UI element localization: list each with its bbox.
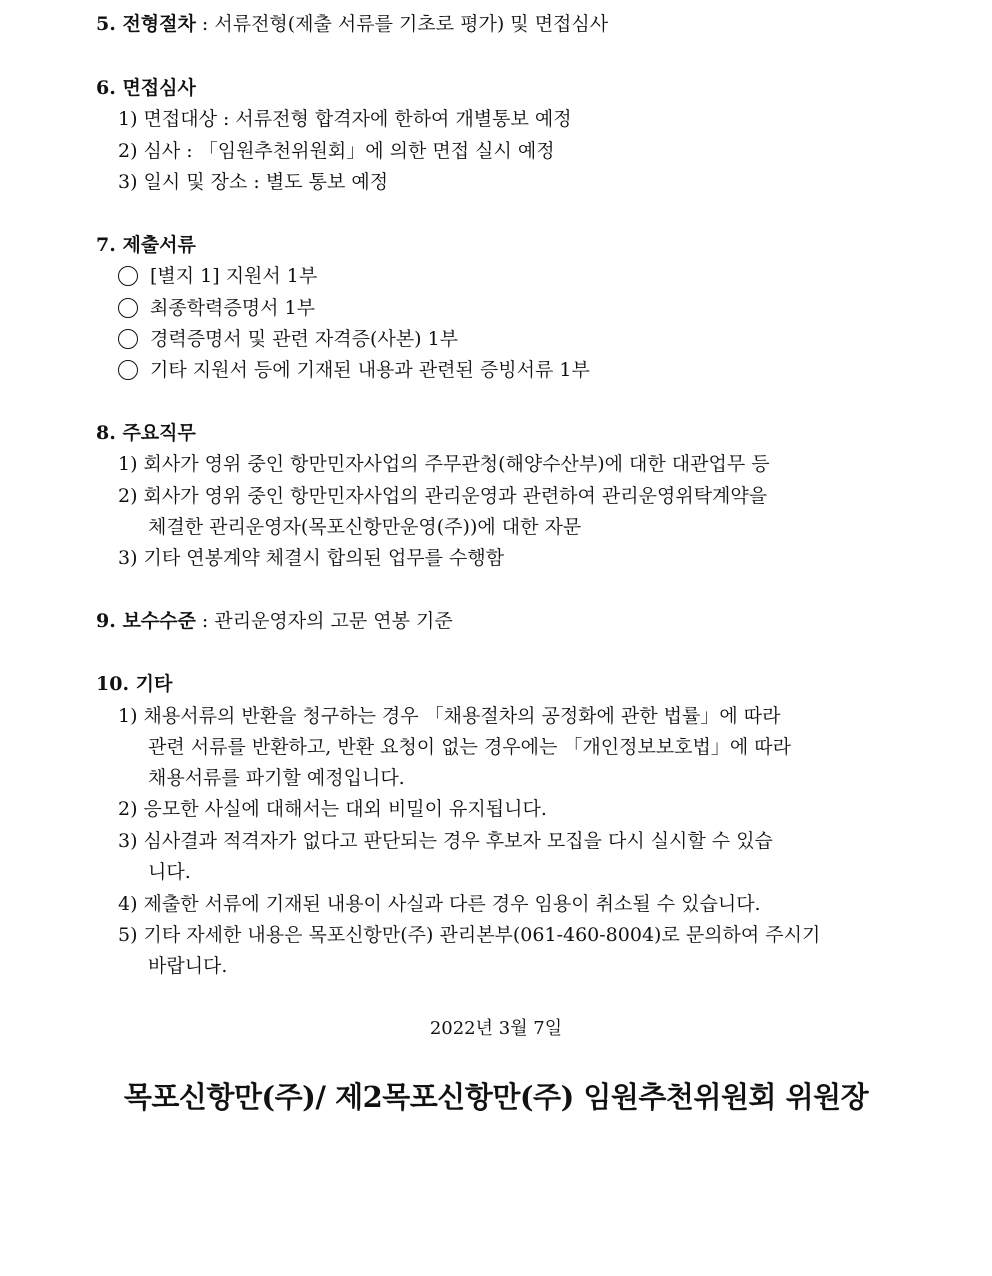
- section-8-item-1: 1) 회사가 영위 중인 항만민자사업의 주무관청(해양수산부)에 대한 대관업무 등: [118, 453, 770, 475]
- section-10-heading: 10. 기타: [96, 673, 173, 695]
- section-9-text: : 관리운영자의 고문 연봉 기준: [195, 610, 453, 632]
- document-date: 2022년 3월 7일: [429, 1018, 563, 1039]
- section-9: [96, 609, 453, 633]
- section-7-item-4: [118, 358, 590, 382]
- circle-bullet-icon: [118, 360, 138, 380]
- section-9-heading: 9. 보수수준: [96, 610, 196, 632]
- circle-bullet-icon: [118, 298, 138, 318]
- section-7-item-1: [118, 264, 317, 288]
- section-10-item-3: 3) 심사결과 적격자가 없다고 판단되는 경우 후보자 모집을 다시 실시할 수 있습: [118, 830, 773, 852]
- circle-bullet-icon: [118, 266, 138, 286]
- section-8-item-2-cont: 체결한 관리운영자(목포신항만운영(주))에 대한 자문: [148, 516, 582, 538]
- section-7-item-3-text: 경력증명서 및 관련 자격증(사본) 1부: [150, 328, 459, 350]
- section-5-text: : 서류전형(제출 서류를 기초로 평가) 및 면접심사: [195, 13, 609, 35]
- section-6-item-1: 1) 면접대상 : 서류전형 합격자에 한하여 개별통보 예정: [118, 108, 572, 130]
- section-10-item-4: 4) 제출한 서류에 기재된 내용이 사실과 다른 경우 임용이 취소될 수 있습니다.: [118, 893, 761, 915]
- section-6-item-2: 2) 심사 : 「임원추천위원회」에 의한 면접 실시 예정: [118, 140, 555, 162]
- section-7-item-4-text: 기타 지원서 등에 기재된 내용과 관련된 증빙서류 1부: [150, 359, 590, 381]
- section-10-item-1-cont-2: 채용서류를 파기할 예정입니다.: [148, 767, 405, 789]
- section-7-item-2-text: 최종학력증명서 1부: [150, 297, 315, 319]
- section-7-item-3: [118, 327, 458, 351]
- section-8-item-2: 2) 회사가 영위 중인 항만민자사업의 관리운영과 관련하여 관리운영위탁계약을: [118, 485, 768, 507]
- section-5-heading: 5. 전형절차: [96, 13, 196, 35]
- section-8-heading: 8. 주요직무: [96, 422, 196, 444]
- section-7-item-1-text: [별지 1] 지원서 1부: [150, 265, 318, 287]
- section-6-heading: 6. 면접심사: [96, 77, 196, 99]
- section-7-heading: 7. 제출서류: [96, 234, 196, 256]
- section-10-item-1-cont-1: 관련 서류를 반환하고, 반환 요청이 없는 경우에는 「개인정보보호법」에 따라: [148, 736, 791, 758]
- section-10-item-2: 2) 응모한 사실에 대해서는 대외 비밀이 유지됩니다.: [118, 798, 547, 820]
- section-5: [96, 12, 608, 36]
- section-6-item-3: 3) 일시 및 장소 : 별도 통보 예정: [118, 171, 389, 193]
- signature-line: 목포신항만(주)/ 제2목포신항만(주) 임원추천위원회 위원장: [123, 1080, 869, 1114]
- section-8-item-3: 3) 기타 연봉계약 체결시 합의된 업무를 수행함: [118, 547, 505, 569]
- circle-bullet-icon: [118, 329, 138, 349]
- section-10-item-5: 5) 기타 자세한 내용은 목포신항만(주) 관리본부(061-460-8004)로 문의하여 주시기: [118, 924, 821, 946]
- section-10-item-5-cont: 바랍니다.: [148, 955, 228, 977]
- section-7-item-2: [118, 296, 315, 320]
- section-10-item-3-cont: 니다.: [148, 861, 191, 883]
- section-10-item-1: 1) 채용서류의 반환을 청구하는 경우 「채용절차의 공정화에 관한 법률」에 따라: [118, 705, 781, 727]
